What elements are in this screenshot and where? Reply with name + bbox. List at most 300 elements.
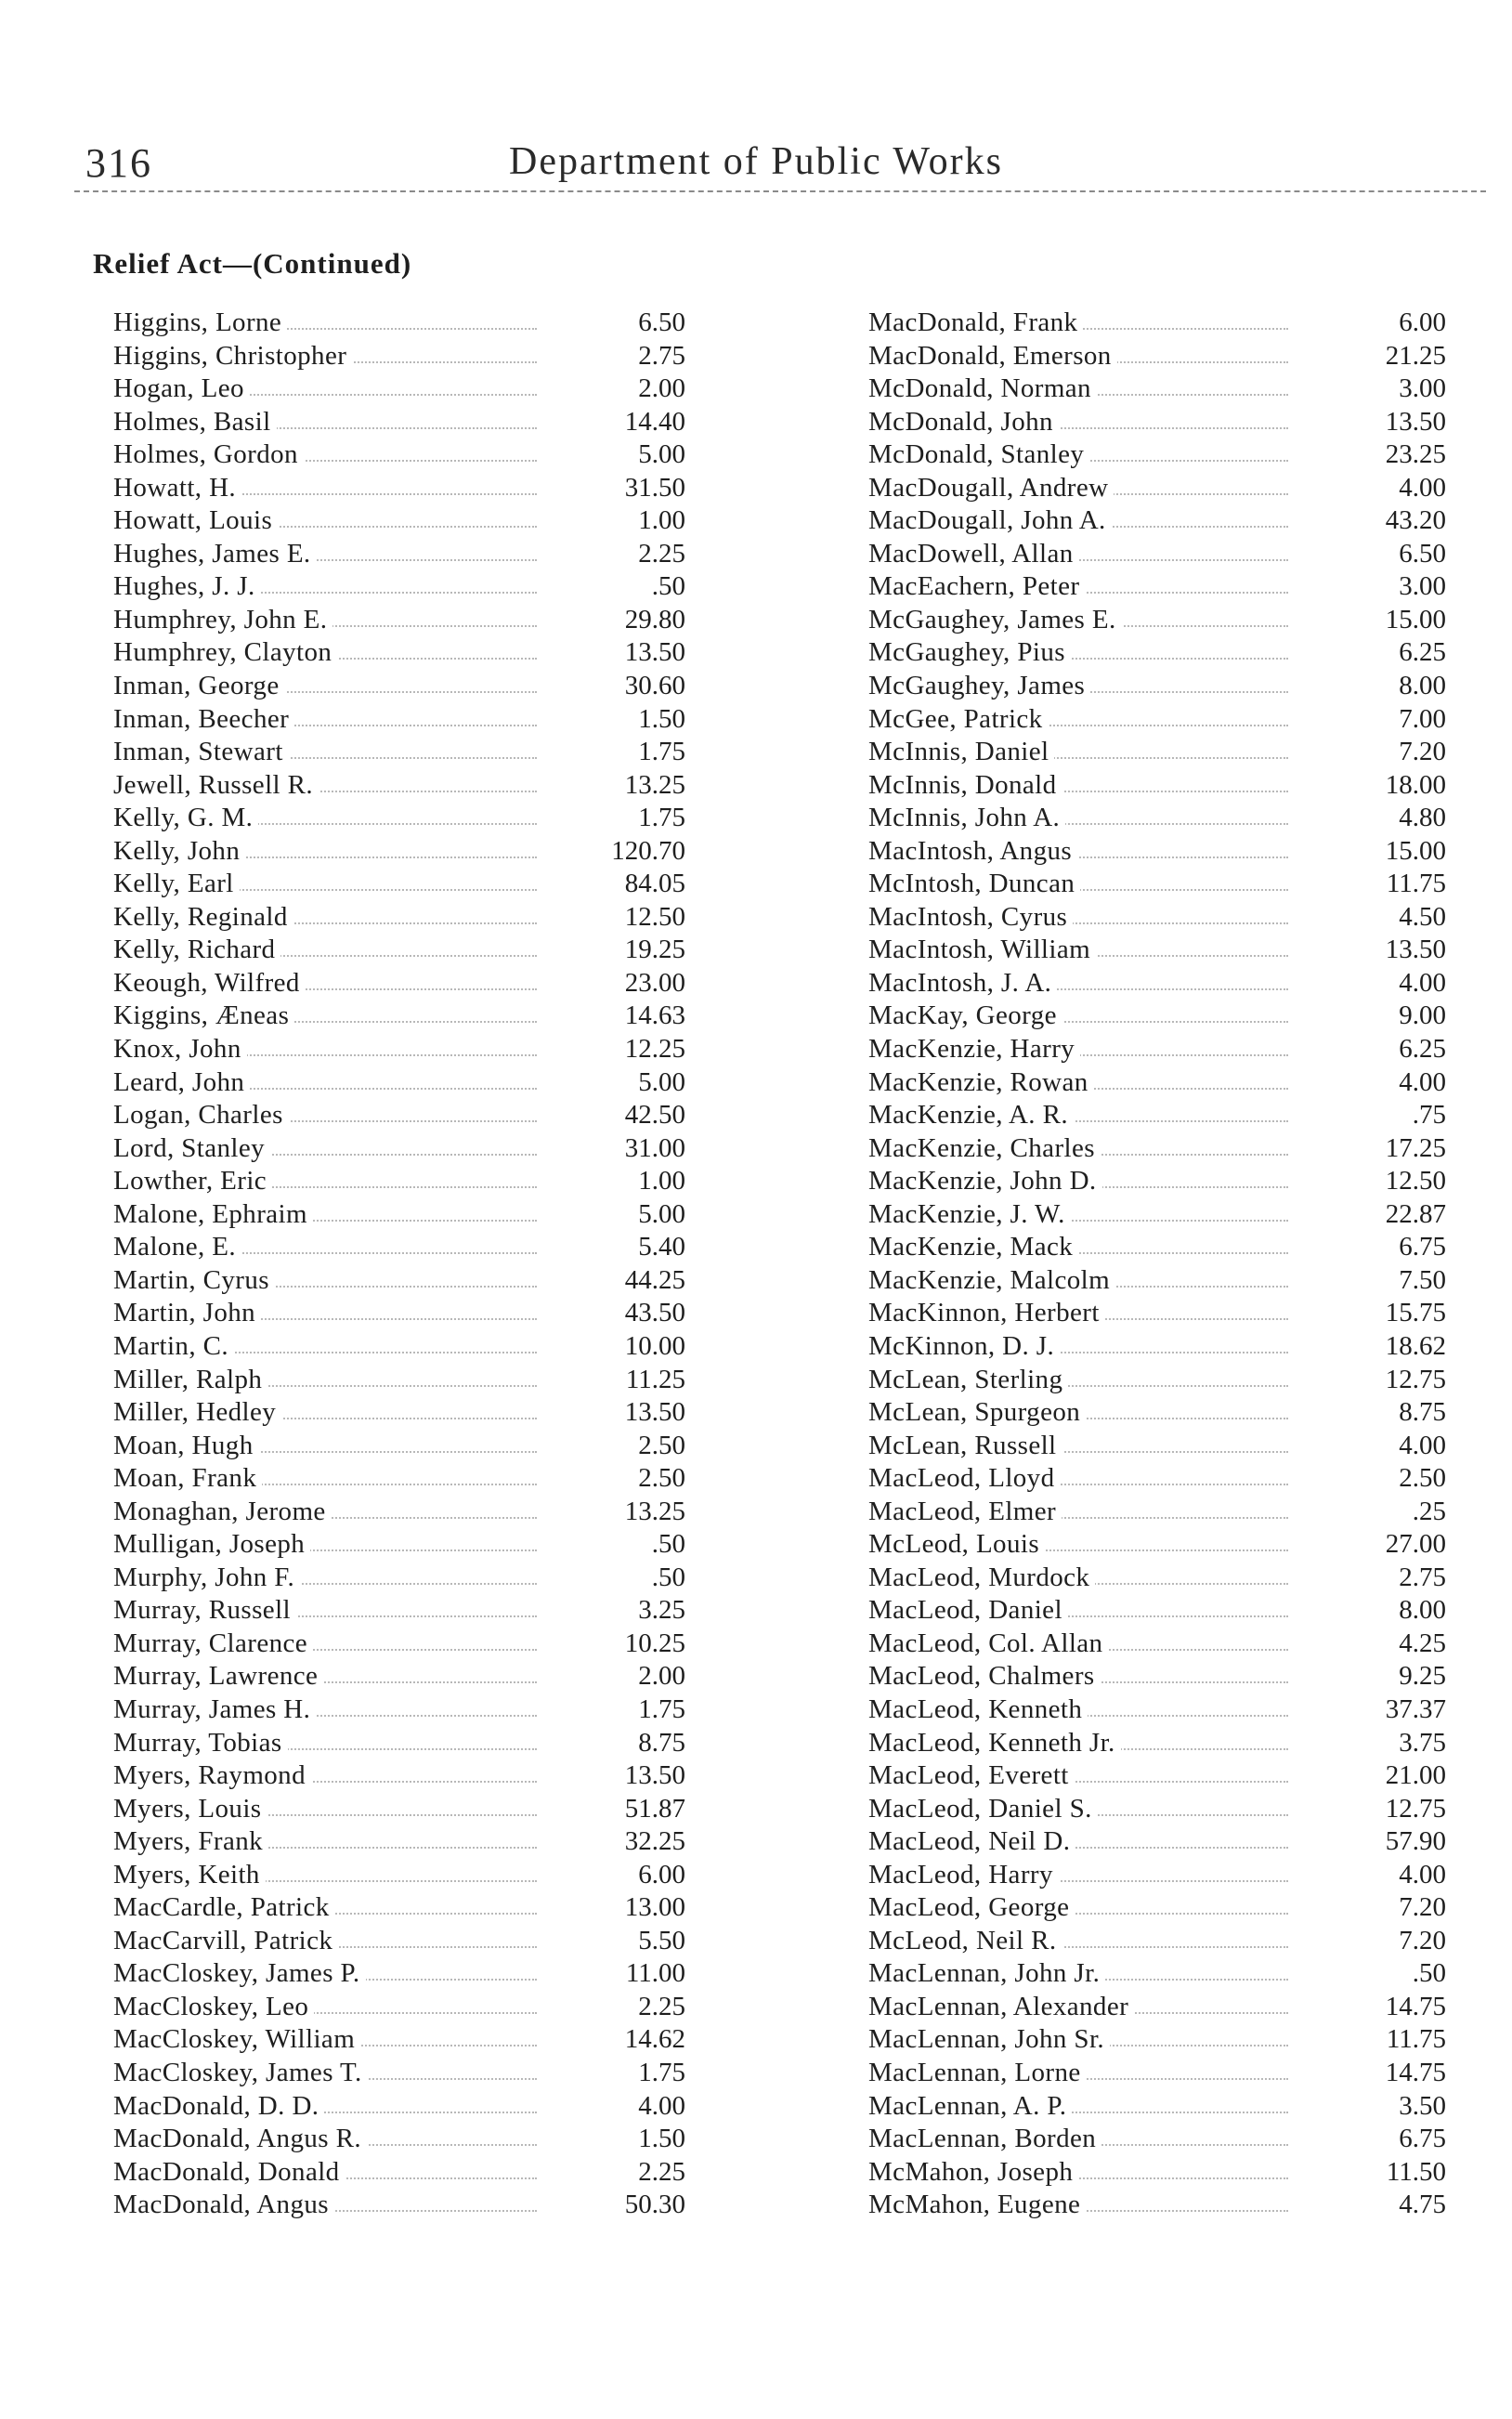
payment-amount: 6.75 — [1393, 2123, 1446, 2156]
payment-amount: 11.75 — [1381, 2023, 1446, 2057]
list-item — [868, 1496, 1446, 1529]
payee-name: Jewell, Russell R. — [113, 769, 319, 803]
list-item — [113, 604, 685, 637]
payee-name: MacCarvill, Patrick — [113, 1925, 338, 1958]
list-item — [113, 1528, 685, 1562]
payee-name: McGaughey, James E. — [868, 604, 1122, 637]
payment-amount: 2.50 — [1393, 1462, 1446, 1496]
list-item — [868, 802, 1446, 835]
payment-amount: 12.50 — [1380, 1165, 1446, 1198]
payee-name: MacDonald, Angus — [113, 2189, 334, 2222]
list-item — [868, 1528, 1446, 1562]
list-item — [868, 835, 1446, 869]
payee-name: Lowther, Eric — [113, 1165, 272, 1198]
payment-amount: .75 — [1407, 1099, 1446, 1132]
payment-amount: 2.50 — [632, 1462, 685, 1496]
list-item — [868, 1793, 1446, 1826]
payee-name: Hogan, Leo — [113, 373, 250, 406]
payment-amount: 43.50 — [619, 1297, 685, 1330]
payment-amount: 10.25 — [619, 1628, 685, 1661]
payment-amount: 6.00 — [632, 1859, 685, 1892]
payee-name: MacEachern, Peter — [868, 570, 1085, 604]
payee-name: MacDougall, Andrew — [868, 472, 1114, 505]
list-item — [868, 703, 1446, 737]
payee-name: McIntosh, Duncan — [868, 868, 1080, 901]
payment-amount: 6.75 — [1393, 1231, 1446, 1264]
payee-name: MacLeod, Daniel S. — [868, 1793, 1098, 1826]
payment-amount: 13.50 — [1380, 406, 1446, 439]
payment-amount: 2.50 — [632, 1430, 685, 1463]
payee-name: Murray, James H. — [113, 1693, 316, 1727]
list-item — [868, 1891, 1446, 1925]
payee-name: Martin, John — [113, 1297, 261, 1330]
payee-name: MacDonald, Donald — [113, 2156, 345, 2190]
payment-amount: 14.75 — [1380, 1991, 1446, 2024]
payment-amount: 7.50 — [1393, 1264, 1446, 1298]
payment-amount: 18.62 — [1380, 1330, 1446, 1364]
list-item — [113, 1330, 685, 1364]
list-item — [868, 373, 1446, 406]
payment-amount: 23.00 — [619, 967, 685, 1000]
list-item — [113, 1430, 685, 1463]
list-item — [113, 2057, 685, 2090]
payee-name: MacLeod, Kenneth Jr. — [868, 1727, 1121, 1760]
payment-amount: 1.75 — [632, 736, 685, 769]
payee-name: McInnis, John A. — [868, 802, 1065, 835]
payment-amount: 30.60 — [619, 670, 685, 703]
payee-name: MacKay, George — [868, 1000, 1062, 1033]
payment-amount: 5.00 — [632, 1198, 685, 1232]
payee-name: Malone, E. — [113, 1231, 241, 1264]
payment-amount: 1.00 — [632, 504, 685, 538]
list-item — [113, 1825, 685, 1859]
payment-amount: 14.62 — [619, 2023, 685, 2057]
payee-name: Moan, Hugh — [113, 1430, 259, 1463]
payee-name: MacDonald, Emerson — [868, 340, 1117, 373]
payee-name: Hughes, James E. — [113, 538, 317, 571]
right-column — [868, 307, 1446, 2222]
payee-name: Kelly, G. M. — [113, 802, 258, 835]
list-item — [868, 736, 1446, 769]
payment-amount: 7.20 — [1393, 1891, 1446, 1925]
payee-name: Myers, Keith — [113, 1859, 266, 1892]
payment-amount: 21.25 — [1380, 340, 1446, 373]
list-item — [113, 1628, 685, 1661]
payment-amount: 23.25 — [1380, 438, 1446, 472]
payee-name: Murray, Russell — [113, 1594, 296, 1628]
payment-amount: 11.75 — [1381, 868, 1446, 901]
payment-amount: 11.50 — [1381, 2156, 1446, 2190]
payment-amount: 17.25 — [1380, 1132, 1446, 1166]
list-item — [113, 1000, 685, 1033]
payment-amount: 15.75 — [1380, 1297, 1446, 1330]
payee-name: MacLeod, Neil D. — [868, 1825, 1075, 1859]
list-item — [868, 340, 1446, 373]
payee-name: McMahon, Eugene — [868, 2189, 1086, 2222]
payment-amount: 31.00 — [619, 1132, 685, 1166]
payment-amount: 2.25 — [632, 1991, 685, 2024]
list-item — [113, 1033, 685, 1066]
payee-name: McLean, Sterling — [868, 1364, 1068, 1397]
payment-amount: .25 — [1407, 1496, 1446, 1529]
payee-name: MacLeod, Elmer — [868, 1496, 1062, 1529]
payment-amount: 4.00 — [1393, 1066, 1446, 1100]
payee-name: Howatt, Louis — [113, 504, 278, 538]
section-title: Relief Act—(Continued) — [93, 247, 412, 280]
payment-amount: 12.50 — [619, 901, 685, 935]
payee-name: Higgins, Lorne — [113, 307, 287, 340]
list-item — [868, 2189, 1446, 2222]
payee-name: Holmes, Gordon — [113, 438, 304, 472]
payment-amount: 37.37 — [1380, 1693, 1446, 1727]
payee-name: McKinnon, D. J. — [868, 1330, 1060, 1364]
running-title: Department of Public Works — [509, 140, 1003, 183]
payee-name: Logan, Charles — [113, 1099, 289, 1132]
list-item — [113, 769, 685, 803]
list-item — [868, 1660, 1446, 1693]
payee-name: Higgins, Christopher — [113, 340, 352, 373]
payment-amount: 42.50 — [619, 1099, 685, 1132]
payment-amount: 29.80 — [619, 604, 685, 637]
payment-amount: 5.40 — [632, 1231, 685, 1264]
list-item — [113, 1594, 685, 1628]
payment-amount: 12.25 — [619, 1033, 685, 1066]
payment-amount: 11.25 — [620, 1364, 685, 1397]
payee-name: MacKenzie, Malcolm — [868, 1264, 1115, 1298]
payment-amount: 5.00 — [632, 1066, 685, 1100]
payment-amount: 12.75 — [1380, 1364, 1446, 1397]
list-item — [868, 1628, 1446, 1661]
payee-name: MacDonald, D. D. — [113, 2090, 324, 2124]
payment-amount: 4.00 — [1393, 472, 1446, 505]
list-item — [113, 504, 685, 538]
payment-amount: 1.00 — [632, 1165, 685, 1198]
list-item — [113, 2090, 685, 2124]
payment-amount: 22.87 — [1380, 1198, 1446, 1232]
list-item — [868, 1099, 1446, 1132]
payee-name: MacLennan, A. P. — [868, 2090, 1072, 2124]
payee-name: MacCloskey, James T. — [113, 2057, 368, 2090]
list-item — [868, 2156, 1446, 2190]
payee-name: MacLennan, Borden — [868, 2123, 1101, 2156]
payment-amount: 14.75 — [1380, 2057, 1446, 2090]
left-column — [113, 307, 685, 2222]
list-item — [868, 1759, 1446, 1793]
payee-name: Malone, Ephraim — [113, 1198, 313, 1232]
payee-name: MacIntosh, William — [868, 934, 1096, 967]
payment-amount: 2.25 — [632, 538, 685, 571]
payment-amount: 18.00 — [1380, 769, 1446, 803]
list-item — [113, 1562, 685, 1595]
payment-amount: 9.00 — [1393, 1000, 1446, 1033]
payment-amount: 8.75 — [632, 1727, 685, 1760]
payment-amount: 12.75 — [1380, 1793, 1446, 1826]
list-item — [113, 1364, 685, 1397]
list-item — [113, 1660, 685, 1693]
payment-amount: 14.40 — [619, 406, 685, 439]
list-item — [113, 967, 685, 1000]
list-item — [868, 2123, 1446, 2156]
payment-amount: 4.75 — [1393, 2189, 1446, 2222]
payee-name: MacKenzie, Harry — [868, 1033, 1080, 1066]
payment-amount: 4.25 — [1393, 1628, 1446, 1661]
payment-amount: 4.50 — [1393, 901, 1446, 935]
payee-name: Kelly, Reginald — [113, 901, 293, 935]
list-item — [868, 868, 1446, 901]
payee-name: Moan, Frank — [113, 1462, 262, 1496]
payee-name: McGaughey, Pius — [868, 636, 1071, 670]
list-item — [868, 636, 1446, 670]
payee-name: MacLennan, Lorne — [868, 2057, 1087, 2090]
payee-name: Howatt, H. — [113, 472, 241, 505]
list-item — [868, 1297, 1446, 1330]
list-item — [868, 1594, 1446, 1628]
payment-amount: 3.00 — [1393, 570, 1446, 604]
payee-name: Murphy, John F. — [113, 1562, 300, 1595]
list-item — [113, 373, 685, 406]
payment-amount: 8.00 — [1393, 670, 1446, 703]
payment-amount: .50 — [646, 1562, 685, 1595]
list-item — [868, 1430, 1446, 1463]
payment-amount: 6.25 — [1393, 636, 1446, 670]
list-item — [868, 406, 1446, 439]
list-item — [868, 1033, 1446, 1066]
payee-name: MacLeod, Col. Allan — [868, 1628, 1108, 1661]
list-item — [113, 1991, 685, 2024]
payee-name: MacIntosh, Cyrus — [868, 901, 1073, 935]
list-item — [868, 1132, 1446, 1166]
list-item — [868, 1727, 1446, 1760]
list-item — [113, 1099, 685, 1132]
payee-name: Myers, Louis — [113, 1793, 267, 1826]
payment-amount: 3.75 — [1393, 1727, 1446, 1760]
list-item — [113, 2189, 685, 2222]
payment-amount: 1.75 — [632, 802, 685, 835]
list-item — [868, 307, 1446, 340]
payment-amount: 2.00 — [632, 1660, 685, 1693]
list-item — [868, 1165, 1446, 1198]
payee-name: MacLennan, John Jr. — [868, 1957, 1105, 1991]
payee-name: MacCloskey, William — [113, 2023, 360, 2057]
payee-name: MacLeod, Harry — [868, 1859, 1059, 1892]
list-item — [113, 1132, 685, 1166]
payee-name: Keough, Wilfred — [113, 967, 306, 1000]
payee-name: MacLeod, Chalmers — [868, 1660, 1101, 1693]
list-item — [868, 1859, 1446, 1892]
payment-amount: 2.75 — [1393, 1562, 1446, 1595]
list-item — [113, 1925, 685, 1958]
list-item — [113, 1496, 685, 1529]
list-item — [113, 1297, 685, 1330]
payee-name: MacLeod, Kenneth — [868, 1693, 1088, 1727]
list-item — [113, 835, 685, 869]
list-item — [113, 1793, 685, 1826]
payment-amount: 2.75 — [632, 340, 685, 373]
payee-name: MacDowell, Allan — [868, 538, 1079, 571]
list-item — [113, 1066, 685, 1100]
list-item — [113, 901, 685, 935]
list-item — [868, 769, 1446, 803]
payee-name: McLean, Russell — [868, 1430, 1062, 1463]
payment-amount: 15.00 — [1380, 604, 1446, 637]
payee-name: Murray, Tobias — [113, 1727, 288, 1760]
payee-name: MacLeod, George — [868, 1891, 1075, 1925]
payment-amount: 4.00 — [632, 2090, 685, 2124]
payee-name: McGee, Patrick — [868, 703, 1049, 737]
payment-amount: .50 — [646, 570, 685, 604]
list-item — [868, 1562, 1446, 1595]
payee-name: Mulligan, Joseph — [113, 1528, 310, 1562]
payee-name: McLeod, Neil R. — [868, 1925, 1062, 1958]
list-item — [868, 2057, 1446, 2090]
payment-amount: 1.50 — [632, 703, 685, 737]
payment-amount: 1.75 — [632, 2057, 685, 2090]
list-item — [868, 1364, 1446, 1397]
payee-name: Kelly, John — [113, 835, 245, 869]
payee-name: Hughes, J. J. — [113, 570, 261, 604]
list-item — [113, 1462, 685, 1496]
payment-amount: .50 — [1407, 1957, 1446, 1991]
payee-name: MacKenzie, A. R. — [868, 1099, 1074, 1132]
payment-amount: 13.50 — [619, 636, 685, 670]
list-item — [113, 636, 685, 670]
page-header — [0, 139, 1512, 188]
payee-name: McDonald, John — [868, 406, 1059, 439]
payee-name: MacIntosh, Angus — [868, 835, 1077, 869]
list-item — [113, 2156, 685, 2190]
list-item — [113, 570, 685, 604]
payee-name: Holmes, Basil — [113, 406, 277, 439]
list-item — [868, 1693, 1446, 1727]
payment-amount: 14.63 — [619, 1000, 685, 1033]
list-item — [113, 1264, 685, 1298]
list-item — [113, 1165, 685, 1198]
payee-name: Murray, Clarence — [113, 1628, 313, 1661]
header-rule — [74, 190, 1486, 192]
payee-name: McMahon, Joseph — [868, 2156, 1078, 2190]
list-item — [868, 472, 1446, 505]
payment-amount: 7.00 — [1393, 703, 1446, 737]
payment-amount: 43.20 — [1380, 504, 1446, 538]
list-item — [113, 538, 685, 571]
list-item — [113, 670, 685, 703]
list-item — [113, 802, 685, 835]
list-item — [868, 1264, 1446, 1298]
payee-name: McGaughey, James — [868, 670, 1090, 703]
payee-name: MacKenzie, Charles — [868, 1132, 1101, 1166]
payee-name: MacLeod, Daniel — [868, 1594, 1068, 1628]
list-item — [113, 340, 685, 373]
list-item — [868, 438, 1446, 472]
payment-amount: 1.50 — [632, 2123, 685, 2156]
list-item — [113, 307, 685, 340]
payee-name: Kiggins, Æneas — [113, 1000, 294, 1033]
payment-amount: 6.50 — [632, 307, 685, 340]
list-item — [113, 1231, 685, 1264]
payment-amount: 6.50 — [1393, 538, 1446, 571]
page-number: 316 — [85, 140, 152, 186]
payee-name: MacCloskey, Leo — [113, 1991, 314, 2024]
list-item — [113, 736, 685, 769]
list-item — [868, 1198, 1446, 1232]
payment-amount: 4.00 — [1393, 1859, 1446, 1892]
payee-name: MacKenzie, J. W. — [868, 1198, 1071, 1232]
payee-name: Inman, Beecher — [113, 703, 294, 737]
payee-name: MacLeod, Everett — [868, 1759, 1075, 1793]
payee-name: McDonald, Norman — [868, 373, 1097, 406]
payee-name: MacDonald, Angus R. — [113, 2123, 367, 2156]
payee-name: MacLennan, John Sr. — [868, 2023, 1110, 2057]
list-item — [868, 1462, 1446, 1496]
payment-amount: 15.00 — [1380, 835, 1446, 869]
list-item — [868, 1000, 1446, 1033]
payee-name: Myers, Frank — [113, 1825, 268, 1859]
payment-amount: 10.00 — [619, 1330, 685, 1364]
payee-name: Miller, Hedley — [113, 1396, 281, 1430]
list-item — [113, 2023, 685, 2057]
payee-name: Murray, Lawrence — [113, 1660, 323, 1693]
payment-amount: 84.05 — [619, 868, 685, 901]
payee-name: McInnis, Donald — [868, 769, 1062, 803]
payee-name: Martin, C. — [113, 1330, 234, 1364]
payee-name: McDonald, Stanley — [868, 438, 1089, 472]
payee-name: Leard, John — [113, 1066, 250, 1100]
payment-amount: 9.25 — [1393, 1660, 1446, 1693]
payment-amount: 2.25 — [632, 2156, 685, 2190]
payment-amount: 4.00 — [1393, 1430, 1446, 1463]
payment-amount: 19.25 — [619, 934, 685, 967]
payment-amount: 13.25 — [619, 769, 685, 803]
list-item — [113, 868, 685, 901]
list-item — [868, 1991, 1446, 2024]
payment-amount: 6.25 — [1393, 1033, 1446, 1066]
payee-name: McLean, Spurgeon — [868, 1396, 1086, 1430]
payee-name: Kelly, Richard — [113, 934, 280, 967]
list-item — [113, 1198, 685, 1232]
payment-amount: 13.25 — [619, 1496, 685, 1529]
list-item — [868, 901, 1446, 935]
list-item — [868, 570, 1446, 604]
payment-amount: 2.00 — [632, 373, 685, 406]
payee-name: Humphrey, Clayton — [113, 636, 337, 670]
payee-name: Kelly, Earl — [113, 868, 240, 901]
payment-amount: 50.30 — [619, 2189, 685, 2222]
list-item — [113, 2123, 685, 2156]
payee-name: MacCloskey, James P. — [113, 1957, 366, 1991]
payee-name: Inman, George — [113, 670, 285, 703]
payee-name: Lord, Stanley — [113, 1132, 270, 1166]
payee-name: MacLeod, Lloyd — [868, 1462, 1061, 1496]
payment-amount: 120.70 — [606, 835, 685, 869]
payment-amount: 5.50 — [632, 1925, 685, 1958]
list-item — [113, 438, 685, 472]
payment-amount: 13.50 — [619, 1759, 685, 1793]
list-item — [868, 1330, 1446, 1364]
payee-name: MacDougall, John A. — [868, 504, 1112, 538]
payment-amount: 27.00 — [1380, 1528, 1446, 1562]
payment-amount: 13.50 — [619, 1396, 685, 1430]
payment-amount: 7.20 — [1393, 736, 1446, 769]
payee-name: Monaghan, Jerome — [113, 1496, 332, 1529]
payee-name: MacLeod, Murdock — [868, 1562, 1095, 1595]
payment-amount: 31.50 — [619, 472, 685, 505]
payee-name: McLeod, Louis — [868, 1528, 1045, 1562]
list-item — [868, 1957, 1446, 1991]
payee-name: Miller, Ralph — [113, 1364, 267, 1397]
payee-name: Humphrey, John E. — [113, 604, 332, 637]
list-item — [113, 1957, 685, 1991]
payment-amount: 51.87 — [619, 1793, 685, 1826]
